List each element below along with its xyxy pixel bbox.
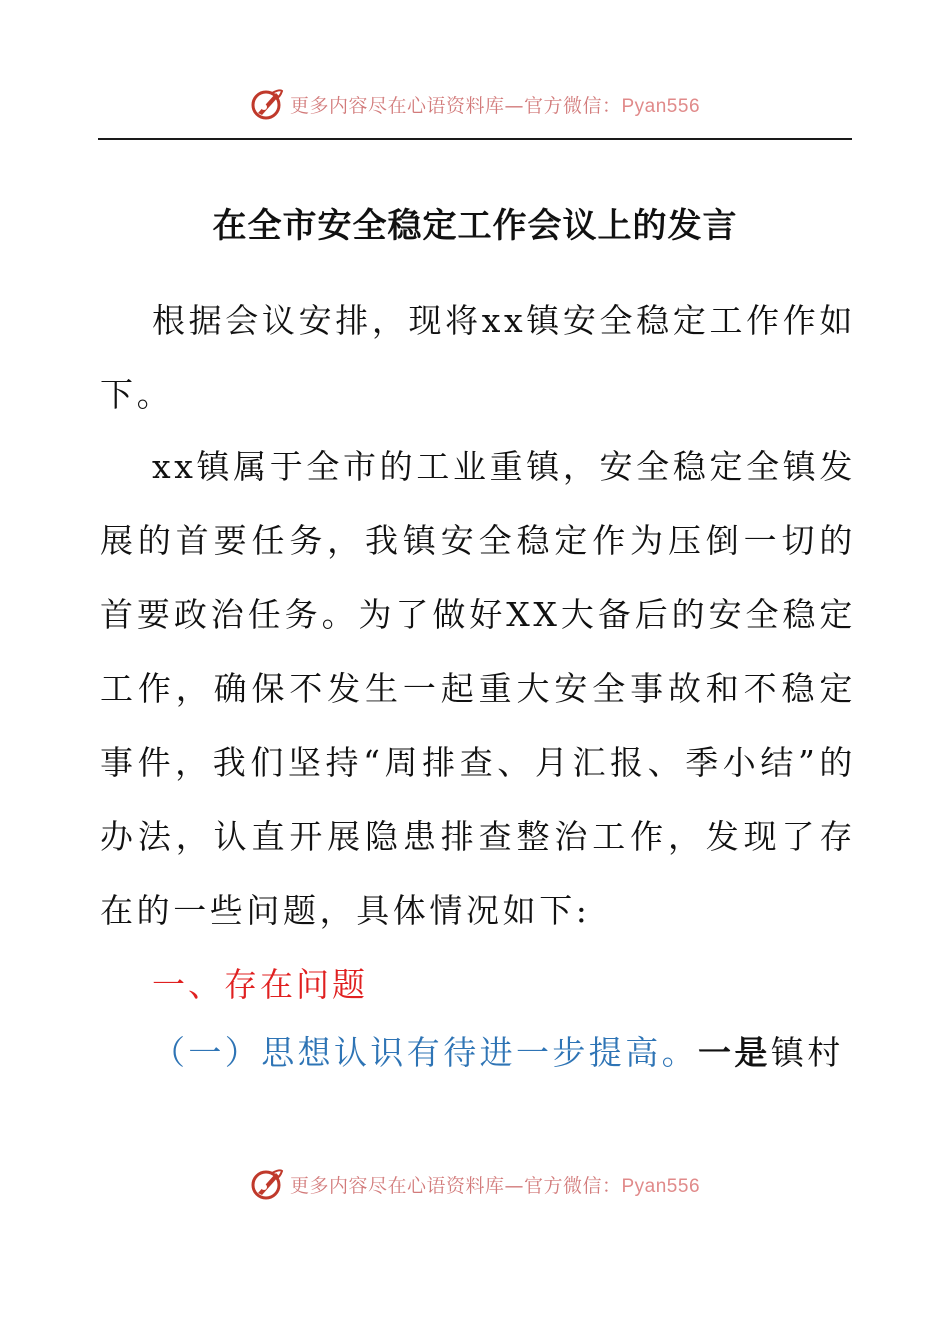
footer-watermark <box>0 1164 950 1204</box>
watermark-text: 更多内容尽在心语资料库—官方微信：Pyan556 <box>289 1174 701 1197</box>
subsection-bold-lead: 一是 <box>698 1033 771 1072</box>
header-divider <box>98 138 852 140</box>
quill-logo-icon <box>250 1167 284 1201</box>
paragraph-2: xx镇属于全市的工业重镇，安全稳定全镇发展的首要任务，我镇安全稳定作为压倒一切的首要政治任务。为了做好XX大备后的安全稳定工作，确保不发生一起重大安全事故和不稳定事件，我们坚持“周排查、月汇报、季小结”的办法，认直开展隐患排查整治工作，发现了存在的一些问题，具体情况如下: <box>100 447 856 930</box>
paragraph-1: 根据会议安排，现将xx镇安全稳定工作作如下。 <box>100 301 856 414</box>
document-title: 在全市安全稳定工作会议上的发言 <box>212 206 738 246</box>
quill-logo-icon <box>250 87 284 121</box>
subsection-tail: 镇村 <box>770 1033 844 1072</box>
section-heading: 一、存在问题 <box>152 965 368 1004</box>
header-watermark <box>0 84 950 124</box>
subsection-line <box>152 1016 856 1090</box>
subsection-heading: （一）思想认识有待进一步提高。 <box>152 1033 698 1072</box>
watermark-text: 更多内容尽在心语资料库—官方微信：Pyan556 <box>289 94 701 117</box>
